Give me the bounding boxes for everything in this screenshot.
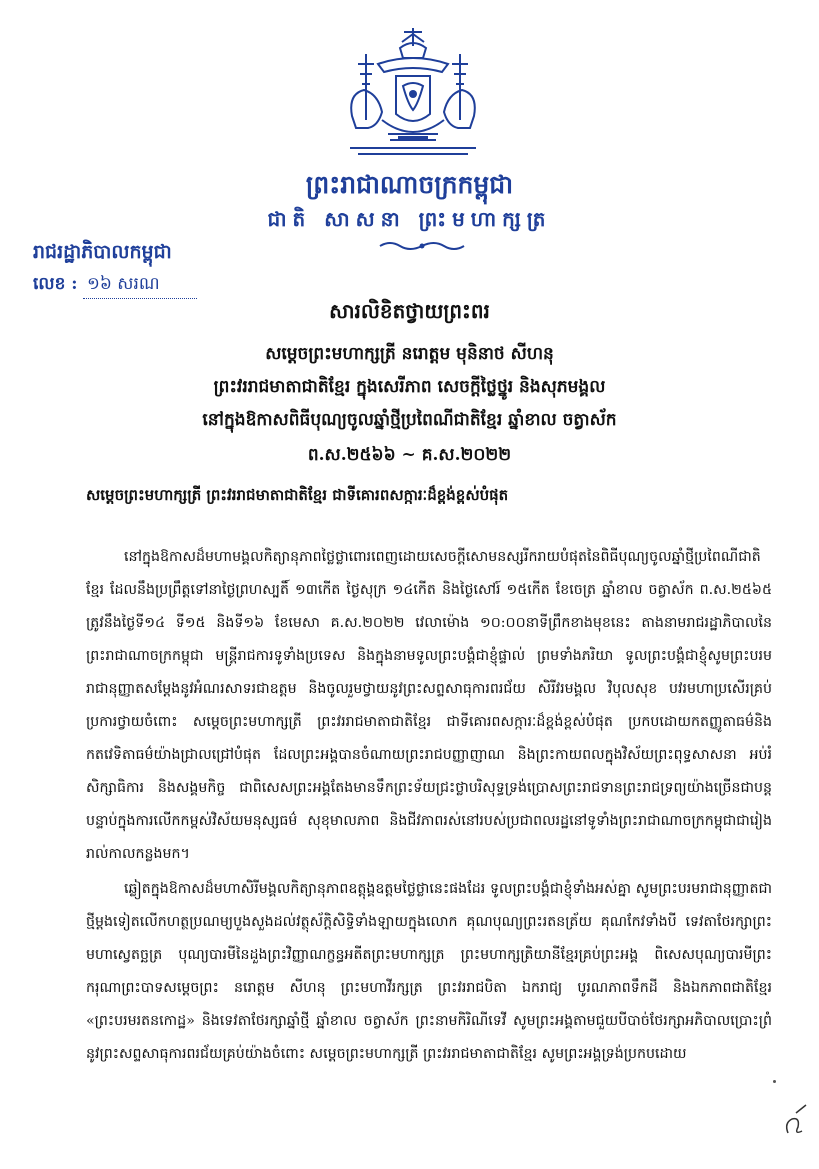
- occasion-line: នៅក្នុងឱកាសពិធីបុណ្យចូលឆ្នាំថ្មីប្រពៃណីជាតិខ្មែរ ឆ្នាំខាល ចត្វាស័ក: [202, 410, 617, 430]
- government-name: រាជរដ្ឋាភិបាលកម្ពុជា: [33, 241, 172, 263]
- body-paragraph-2: ឆ្លៀតក្នុងឱកាសដ៏មហាសិរីមង្គលកិត្យានុភាពឧត្តុង្គឧត្តមថ្លៃថ្លានេះផងដែរ ទូលព្រះបង្គំជាខ្ញុំទាំងអស់គ្នា សូមព្រះបរមរាជានុញ្ញាតជាថ្មីម្តងទៀតលើកហត្ថប្រណម្យបួងសួងដល់វត្ថុស័ក្តិសិទ្ធិទាំងឡាយក្នុងលោក គុណបុណ្យព្រះរតនត្រ័យ គុណកែវទាំងបី ទេវតាថែរក្សាព្រះមហាស្វេតច្ឆត្រ បុណ្យបារមីនៃដួងព្រះវិញ្ញាណក្ខន្ធអតីតព្រះមហាក្សត្រ ព្រះមហាក្សត្រិយានីខ្មែរគ្រប់ព្រះអង្គ ពិសេសបុណ្យបារមីព្រះករុណាព្រះបាទសម្តេចព្រះ នរោត្តម សីហនុ ព្រះមហាវីរក្សត្រ ព្រះវររាជបិតា ឯករាជ្យ បូរណភាពទឹកដី និងឯកភាពជាតិខ្មែរ «ព្រះបរមរតនកោដ្ឋ» និងទេវតាថែរក្សាឆ្នាំថ្មី ឆ្នាំខាល ចត្វាស័ក ព្រះនាមកិរិណីទេវី សូមព្រះអង្គតាមជួយបីបាច់ថែរក្សាអភិបាលប្រោះព្រំនូវព្រះសព្ទសាធុការពរជ័យគ្រប់យ៉ាងចំពោះ សម្តេចព្រះមហាក្សត្រី ព្រះវររាជមាតាជាតិខ្មែរ សូមព្រះអង្គទ្រង់ប្រកបដោយ: [86, 881, 772, 1062]
- reference-number: ១៦ សរណ: [83, 273, 197, 299]
- kingdom-name: ព្រះរាជាណាចក្រកម្ពុជា: [305, 170, 514, 199]
- royal-arms-emblem-icon: [338, 24, 488, 166]
- salutation: សម្តេចព្រះមហាក្សត្រី ព្រះវររាជមាតាជាតិខ្មែរ ជាទីគោរពសក្ការៈដ៏ខ្ពង់ខ្ពស់បំផុត: [86, 486, 509, 504]
- national-motto: ជាតិ សាសនា ព្រះមហាក្សត្រ: [267, 207, 552, 231]
- recipient-title: ព្រះវររាជមាតាជាតិខ្មែរ ក្នុងសេរីភាព សេចក្តីថ្លៃថ្នូរ និងសុភមង្គល: [213, 377, 606, 397]
- handwritten-initial-icon: [780, 1103, 810, 1139]
- reference-label: លេខ :: [33, 274, 78, 294]
- reference-number-line: [33, 273, 197, 299]
- era-dates: ព.ស.២៥៦៦ ~ គ.ស.២០២២: [307, 445, 512, 465]
- recipient-name: សម្តេចព្រះមហាក្សត្រី នរោត្តម មុនិនាថ សីហនុ: [265, 344, 554, 364]
- ornament-divider-icon: [378, 240, 466, 252]
- body-paragraph-1: នៅក្នុងឱកាសដ៏មហាមង្គលកិត្យានុភាពថ្លៃថ្លាពោរពេញដោយសេចក្តីសោមនស្សរីករាយបំផុតនៃពិធីបុណ្យចូលឆ្នាំថ្មីប្រពៃណីជាតិខ្មែរ ដែលនឹងប្រព្រឹត្តទៅនាថ្ងៃព្រហស្បតិ៍ ១៣កើត ថ្ងៃសុក្រ ១៤កើត និងថ្ងៃសៅរ៍ ១៥កើត ខែចេត្រ ឆ្នាំខាល ចត្វាស័ក ព.ស.២៥៦៥ ត្រូវនឹងថ្ងៃទី១៤ ទី១៥ និងទី១៦ ខែមេសា គ.ស.២០២២ វេលាម៉ោង ១០:០០នាទីព្រឹកខាងមុខនេះ តាងនាមរាជរដ្ឋាភិបាលនៃព្រះរាជាណាចក្រកម្ពុជា មន្ត្រីរាជការទូទាំងប្រទេស និងក្នុងនាមទូលព្រះបង្គំជាខ្ញុំផ្ទាល់ ព្រមទាំងភរិយា ទូលព្រះបង្គំជាខ្ញុំសូមព្រះបរមរាជានុញ្ញាតសម្តែងនូវអំណរសាទរជាឧត្តម និងចូលរួមថ្វាយនូវព្រះសព្ទសាធុការពរជ័យ សិរីវរមង្គល វិបុលសុខ បវរមហាប្រសើរគ្រប់ប្រការថ្វាយចំពោះ សម្តេចព្រះមហាក្សត្រី ព្រះវររាជមាតាជាតិខ្មែរ ជាទីគោរពសក្ការៈដ៏ខ្ពង់ខ្ពស់បំផុត ប្រកបដោយកតញ្ញូតាធម៌និងកតវេទិតាធម៌យ៉ាងជ្រាលជ្រៅបំផុត ដែលព្រះអង្គបានចំណាយព្រះរាជបញ្ញាញាណ និងព្រះកាយពលក្នុងវិស័យព្រះពុទ្ធសាសនា អប់រំសិក្សាធិការ និងសង្គមកិច្ច ជាពិសេសព្រះអង្គតែងមានទឹកព្រះទ័យជ្រះថ្លាបរិសុទ្ធទ្រង់ប្រោសព្រះរាជទានព្រះរាជទ្រព្យយ៉ាងច្រើនជាបន្តបន្ទាប់ក្នុងការលើកកម្ពស់វិស័យមនុស្សធម៌ សុខុមាលភាព និងជីវភាពរស់នៅរបស់ប្រជាពលរដ្ឋនៅទូទាំងព្រះរាជាណាចក្រកម្ពុជាជារៀងរាល់កាលកន្លងមក។: [86, 549, 772, 862]
- letter-title: សារលិខិតថ្វាយព្រះពរ: [329, 299, 490, 323]
- stray-dot: [773, 1080, 776, 1083]
